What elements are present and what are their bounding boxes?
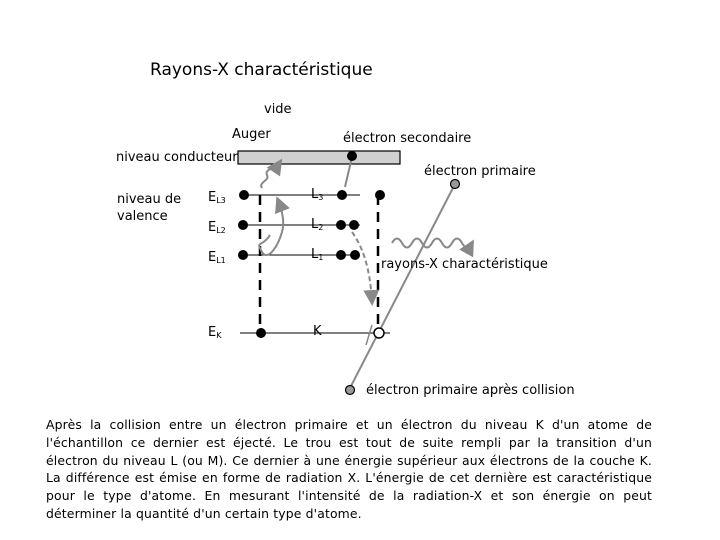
label-electron-primaire-apres: électron primaire après collision <box>366 383 575 398</box>
electron-l2-left <box>238 220 248 230</box>
electron-l1-left <box>238 250 248 260</box>
label-vide: vide <box>264 102 292 117</box>
description-paragraph: Après la collision entre un électron primaire et un électron du niveau K d'un atome de l'échantillon ce dernier est éjecté. Le trou est tout de suite rempli par la transition d'un électron du niveau L (ou M). Ce dernier à une énergie supérieur aux électrons de la couche K. La différence est émise en forme de radiation X. L'énergie de cet dernière est caractéristique pour le type d'atome. En mesurant l'intensité de la radiation-X et son énergie on peut déterminer la quantité d'un certain type d'atome. <box>46 417 652 521</box>
auger-arrow <box>261 162 280 188</box>
electron-conduction <box>347 151 357 161</box>
level-label-l1: $L_1$ <box>311 247 324 262</box>
level-label-el1: $E_{L1}$ <box>208 250 226 265</box>
electron-l2-right <box>349 220 359 230</box>
electron-l3-mid <box>337 190 347 200</box>
primary-electron-path <box>350 184 455 388</box>
electron-l3-left <box>239 190 249 200</box>
primary-electron-after <box>346 386 355 395</box>
level-label-ek: $E_K$ <box>208 325 222 340</box>
label-electron-secondaire: électron secondaire <box>343 131 472 146</box>
level-label-l2: $L_2$ <box>311 217 324 232</box>
label-niveau-conducteur: niveau conducteur <box>116 150 238 165</box>
electron-l2-mid <box>336 220 346 230</box>
auger-transition-arrow <box>259 200 283 255</box>
electron-k-left <box>256 328 266 338</box>
electron-l1-right <box>350 250 360 260</box>
k-transition-arrow <box>352 232 372 302</box>
label-rayons-x: rayons-X charactéristique <box>381 257 548 272</box>
level-label-k: K <box>313 324 322 339</box>
label-auger: Auger <box>232 127 271 142</box>
electron-l1-mid <box>336 250 346 260</box>
xray-wave <box>392 239 472 248</box>
conduction-band <box>238 151 400 164</box>
electron-l3-right <box>375 190 385 200</box>
label-electron-primaire: électron primaire <box>424 164 536 179</box>
level-label-el2: $E_{L2}$ <box>208 220 226 235</box>
hole-k <box>374 328 384 338</box>
level-label-el3: $E_{L3}$ <box>208 190 226 205</box>
ejection-arrow <box>366 325 372 345</box>
primary-electron <box>451 180 460 189</box>
diagram-title: Rayons-X charactéristique <box>150 60 373 80</box>
label-niveau-valence: niveau de valence <box>117 192 182 224</box>
level-label-l3: $L_3$ <box>311 187 324 202</box>
